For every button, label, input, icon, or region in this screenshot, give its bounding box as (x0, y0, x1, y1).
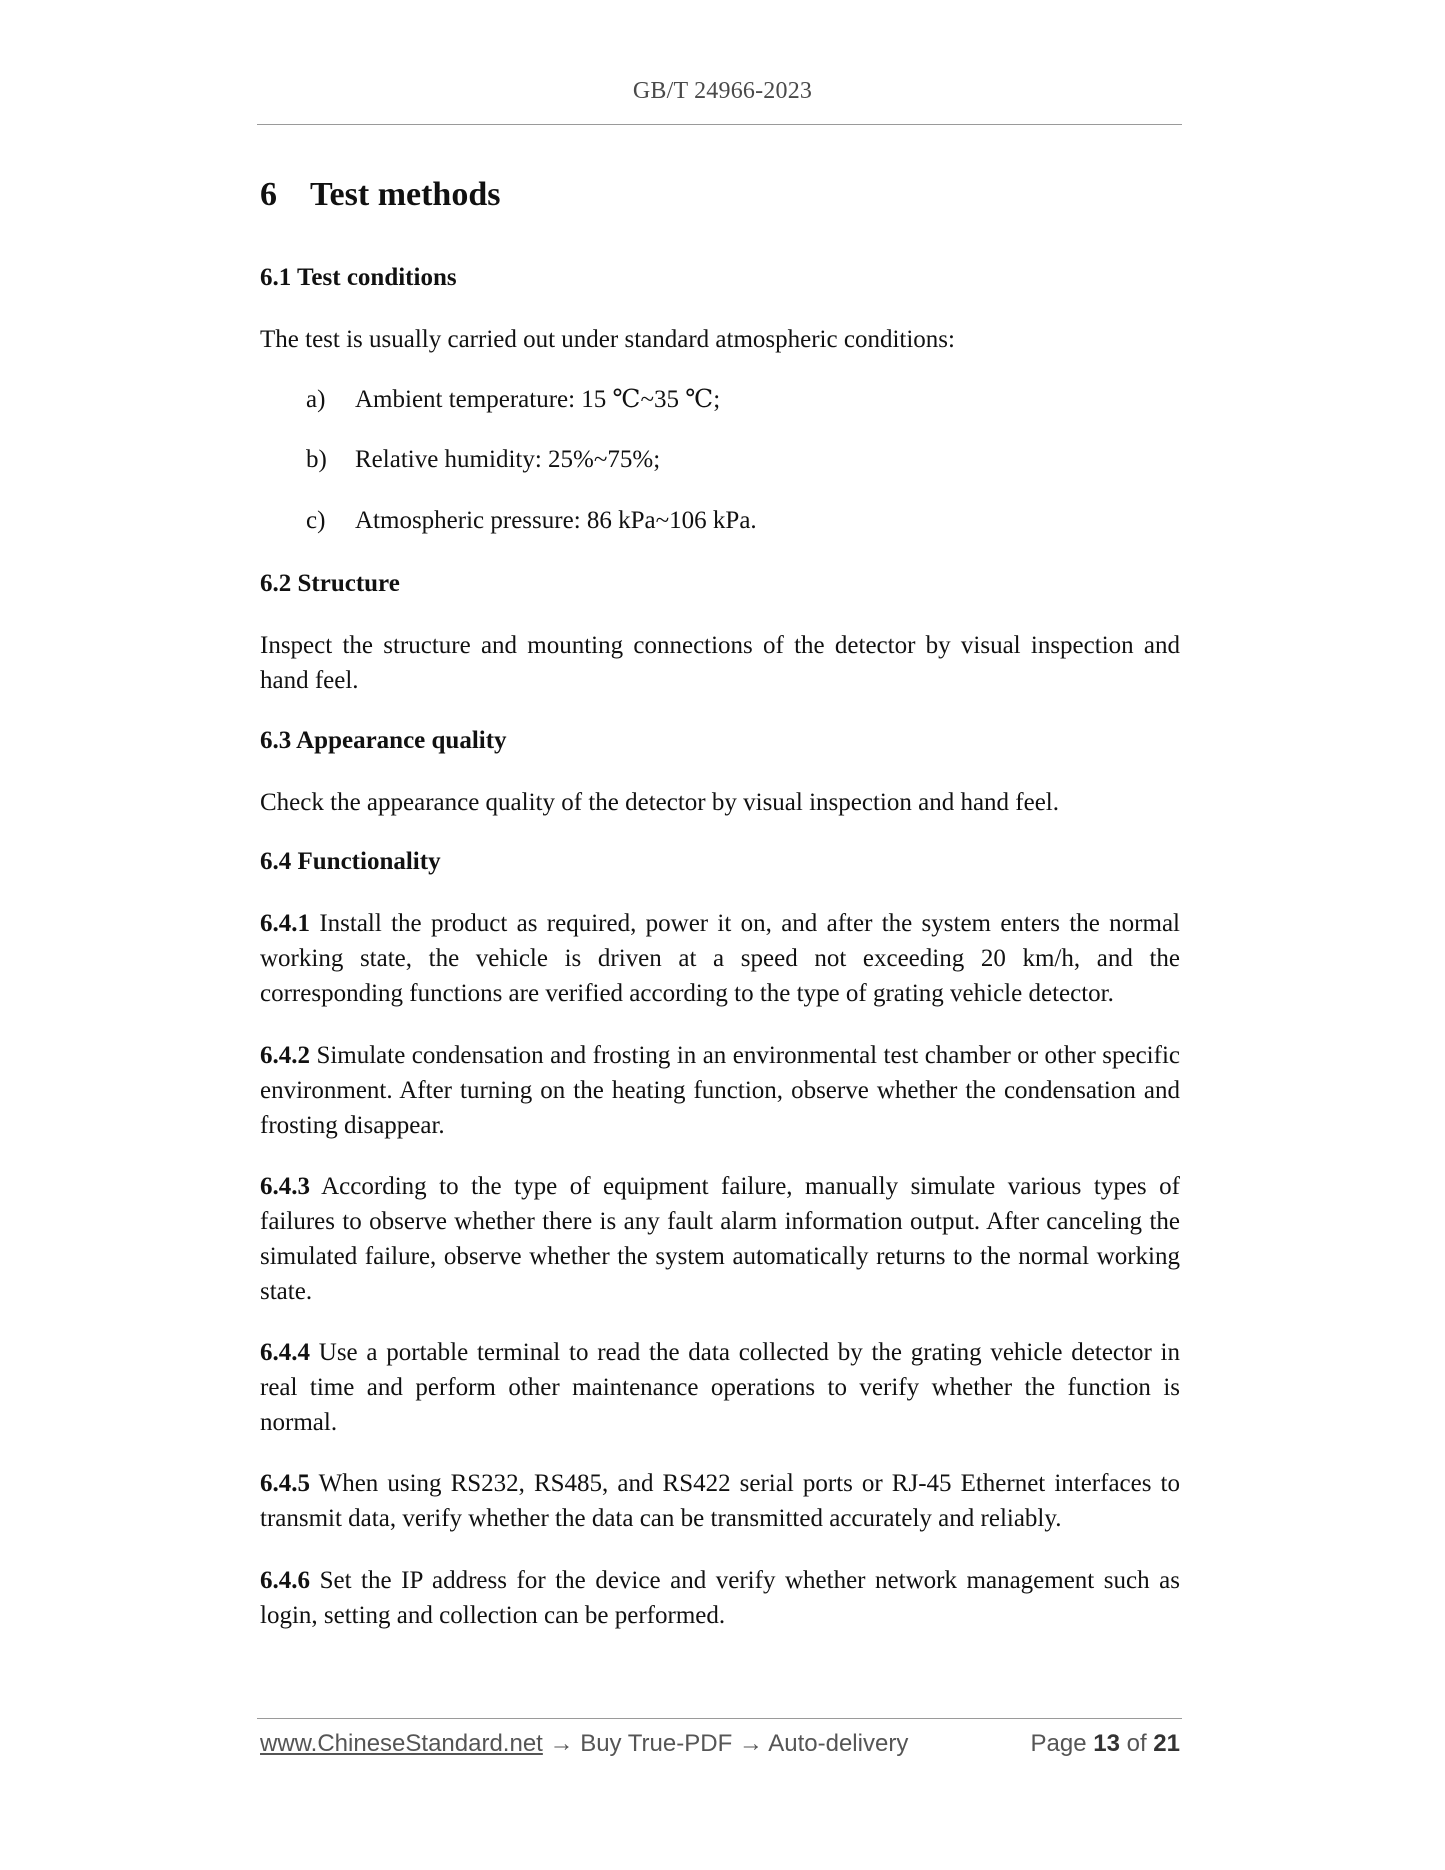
clause-6-4-2 (260, 1038, 1180, 1143)
clause-number: 6.4.5 (260, 1470, 310, 1497)
clause-6-4-4 (260, 1335, 1180, 1440)
section-number: 6 (260, 176, 277, 213)
header-divider (257, 124, 1182, 125)
section-title: Test methods (310, 176, 501, 213)
list-marker: a) (306, 386, 326, 413)
list-item (306, 507, 757, 535)
clause-text: According to the type of equipment failure, manually simulate various types of failures to observe whether there is any fault alarm information output. After canceling the simulated failure, observe whether the system automatically returns to the normal working state. (260, 1173, 1180, 1305)
clause-text: Simulate condensation and frosting in an environmental test chamber or other specific environment. After turning on the heating function, observe whether the condensation and frosting disappear. (260, 1042, 1180, 1139)
heading-6-2: 6.2 Structure (260, 570, 400, 597)
test-conditions-intro: The test is usually carried out under standard atmospheric conditions: (260, 326, 955, 353)
arrow-right-icon: → (549, 1730, 574, 1757)
website-link[interactable]: www.ChineseStandard.net (260, 1730, 543, 1757)
page-of: of (1126, 1730, 1147, 1757)
page-total: 21 (1153, 1730, 1180, 1757)
heading-6-4: 6.4 Functionality (260, 848, 441, 875)
appearance-text: Check the appearance quality of the detector by visual inspection and hand feel. (260, 789, 1059, 816)
buy-text: Buy True-PDF (580, 1730, 733, 1757)
list-item (306, 384, 720, 414)
clause-number: 6.4.6 (260, 1567, 310, 1594)
clause-number: 6.4.3 (260, 1173, 310, 1200)
list-text: Atmospheric pressure: 86 kPa~106 kPa. (355, 507, 757, 534)
clause-6-4-6 (260, 1563, 1180, 1633)
clause-text: When using RS232, RS485, and RS422 serial ports or RJ-45 Ethernet interfaces to transmit data, verify whether the data can be transmitted accurately and reliably. (260, 1470, 1180, 1532)
page-indicator (1031, 1730, 1181, 1758)
clause-6-4-5 (260, 1466, 1180, 1536)
page-footer (260, 1730, 1180, 1758)
structure-text: Inspect the structure and mounting connections of the detector by visual inspection and hand feel. (260, 632, 1180, 694)
document-header-title: GB/T 24966-2023 (632, 78, 813, 104)
arrow-right-icon: → (738, 1730, 763, 1757)
clause-text: Install the product as required, power it on, and after the system enters the normal working state, the vehicle is driven at a speed not exceeding 20 km/h, and the corresponding functions are verified according to the type of grating vehicle detector. (260, 910, 1180, 1007)
page-label: Page (1030, 1730, 1087, 1757)
heading-6-3: 6.3 Appearance quality (260, 727, 507, 754)
delivery-text: Auto-delivery (768, 1730, 909, 1757)
list-marker: c) (306, 507, 326, 534)
page-current: 13 (1093, 1730, 1120, 1757)
clause-6-4-3 (260, 1169, 1180, 1309)
heading-6-1: 6.1 Test conditions (260, 264, 457, 291)
list-marker: b) (306, 446, 327, 473)
clause-number: 6.4.1 (260, 910, 310, 937)
clause-number: 6.4.2 (260, 1042, 310, 1069)
clause-text: Use a portable terminal to read the data collected by the grating vehicle detector in real time and perform other maintenance operations to verify whether the function is normal. (260, 1339, 1180, 1436)
clause-6-4-1 (260, 906, 1180, 1011)
list-text: Relative humidity: 25%~75%; (355, 446, 661, 473)
footer-divider (257, 1718, 1182, 1719)
clause-number: 6.4.4 (260, 1339, 310, 1366)
clause-text: Set the IP address for the device and verify whether network management such as login, setting and collection can be performed. (260, 1567, 1181, 1629)
list-text: Ambient temperature: 15 ℃~35 ℃; (355, 386, 721, 413)
list-item (306, 446, 660, 474)
section-heading (260, 176, 501, 214)
